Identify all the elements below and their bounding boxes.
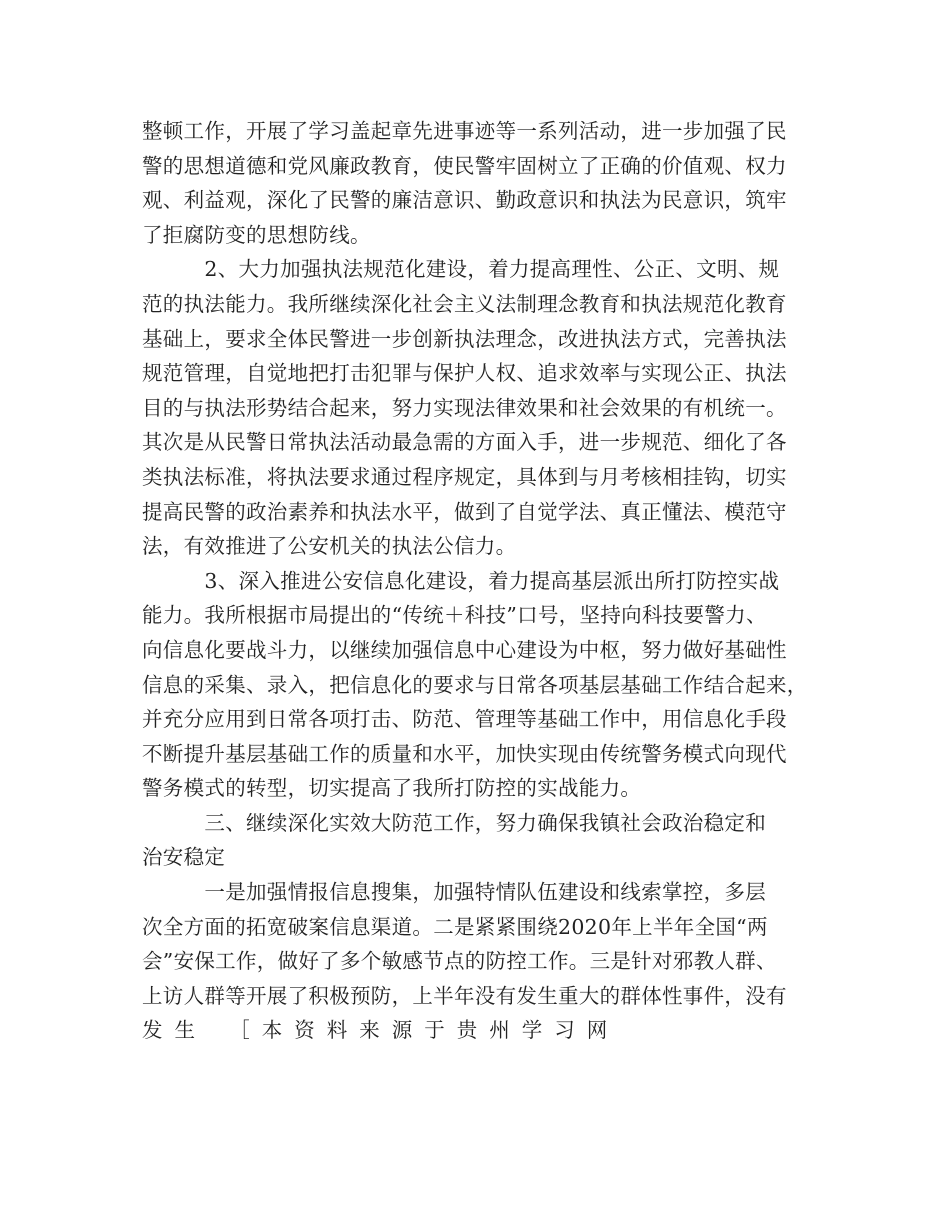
text-line: 治安稳定 xyxy=(142,845,226,870)
text-line: 向信息化要战斗力，以继续加强信息中心建设为中枢，努力做好基础性 xyxy=(142,637,787,662)
text-line: 不断提升基层基础工作的质量和水平，加快实现由传统警务模式向现代 xyxy=(142,741,787,766)
text-line: 2、大力加强执法规范化建设，着力提高理性、公正、文明、规 xyxy=(142,257,780,282)
text-line: 规范管理，自觉地把打击犯罪与保护人权、追求效率与实现公正、执法 xyxy=(142,361,787,386)
text-line: 基础上，要求全体民警进一步创新执法理念，改进执法方式，完善执法 xyxy=(142,326,787,351)
text-line-source-note: 发生 ［本资料来源于贵州学习网 xyxy=(142,1018,620,1043)
text-line: 警的思想道德和党风廉政教育，使民警牢固树立了正确的价值观、权力 xyxy=(142,153,787,178)
text-line: 并充分应用到日常各项打击、防范、管理等基础工作中，用信息化手段 xyxy=(142,707,787,732)
text-line: 其次是从民警日常执法活动最急需的方面入手，进一步规范、细化了各 xyxy=(142,430,787,455)
text-line: 能力。我所根据市局提出的“传统＋科技”口号，坚持向科技要警力、 xyxy=(142,603,767,628)
text-line: 上访人群等开展了积极预防，上半年没有发生重大的群体性事件，没有 xyxy=(142,983,787,1008)
text-line: 三、继续深化实效大防范工作，努力确保我镇社会政治稳定和 xyxy=(142,810,766,835)
text-line: 一是加强情报信息搜集，加强特情队伍建设和线索掌控，多层 xyxy=(142,880,766,905)
text-line: 类执法标准，将执法要求通过程序规定，具体到与月考核相挂钩，切实 xyxy=(142,464,787,489)
text-line: 整顿工作，开展了学习盖起章先进事迹等一系列活动，进一步加强了民 xyxy=(142,119,787,143)
text-line: 次全方面的拓宽破案信息渠道。二是紧紧围绕2020年上半年全国“两 xyxy=(142,914,768,939)
text-line: 信息的采集、录入，把信息化的要求与日常各项基层基础工作结合起来， xyxy=(142,672,808,697)
text-line: 目的与执法形势结合起来，努力实现法律效果和社会效果的有机统一。 xyxy=(142,395,787,420)
text-line: 了拒腐防变的思想防线。 xyxy=(142,222,371,247)
text-line: 范的执法能力。我所继续深化社会主义法制理念教育和执法规范化教育 xyxy=(142,291,787,316)
text-line: 3、深入推进公安信息化建设，着力提高基层派出所打防控实战 xyxy=(142,568,780,593)
text-line: 提高民警的政治素养和执法水平，做到了自觉学法、真正懂法、模范守 xyxy=(142,499,787,524)
text-line: 法，有效推进了公安机关的执法公信力。 xyxy=(142,534,517,559)
text-line: 观、利益观，深化了民警的廉洁意识、勤政意识和执法为民意识，筑牢 xyxy=(142,188,787,213)
body-text xyxy=(142,114,832,1048)
text-line: 警务模式的转型，切实提高了我所打防控的实战能力。 xyxy=(142,776,642,801)
text-line: 会”安保工作，做好了多个敏感节点的防控工作。三是针对邪教人群、 xyxy=(142,949,777,974)
